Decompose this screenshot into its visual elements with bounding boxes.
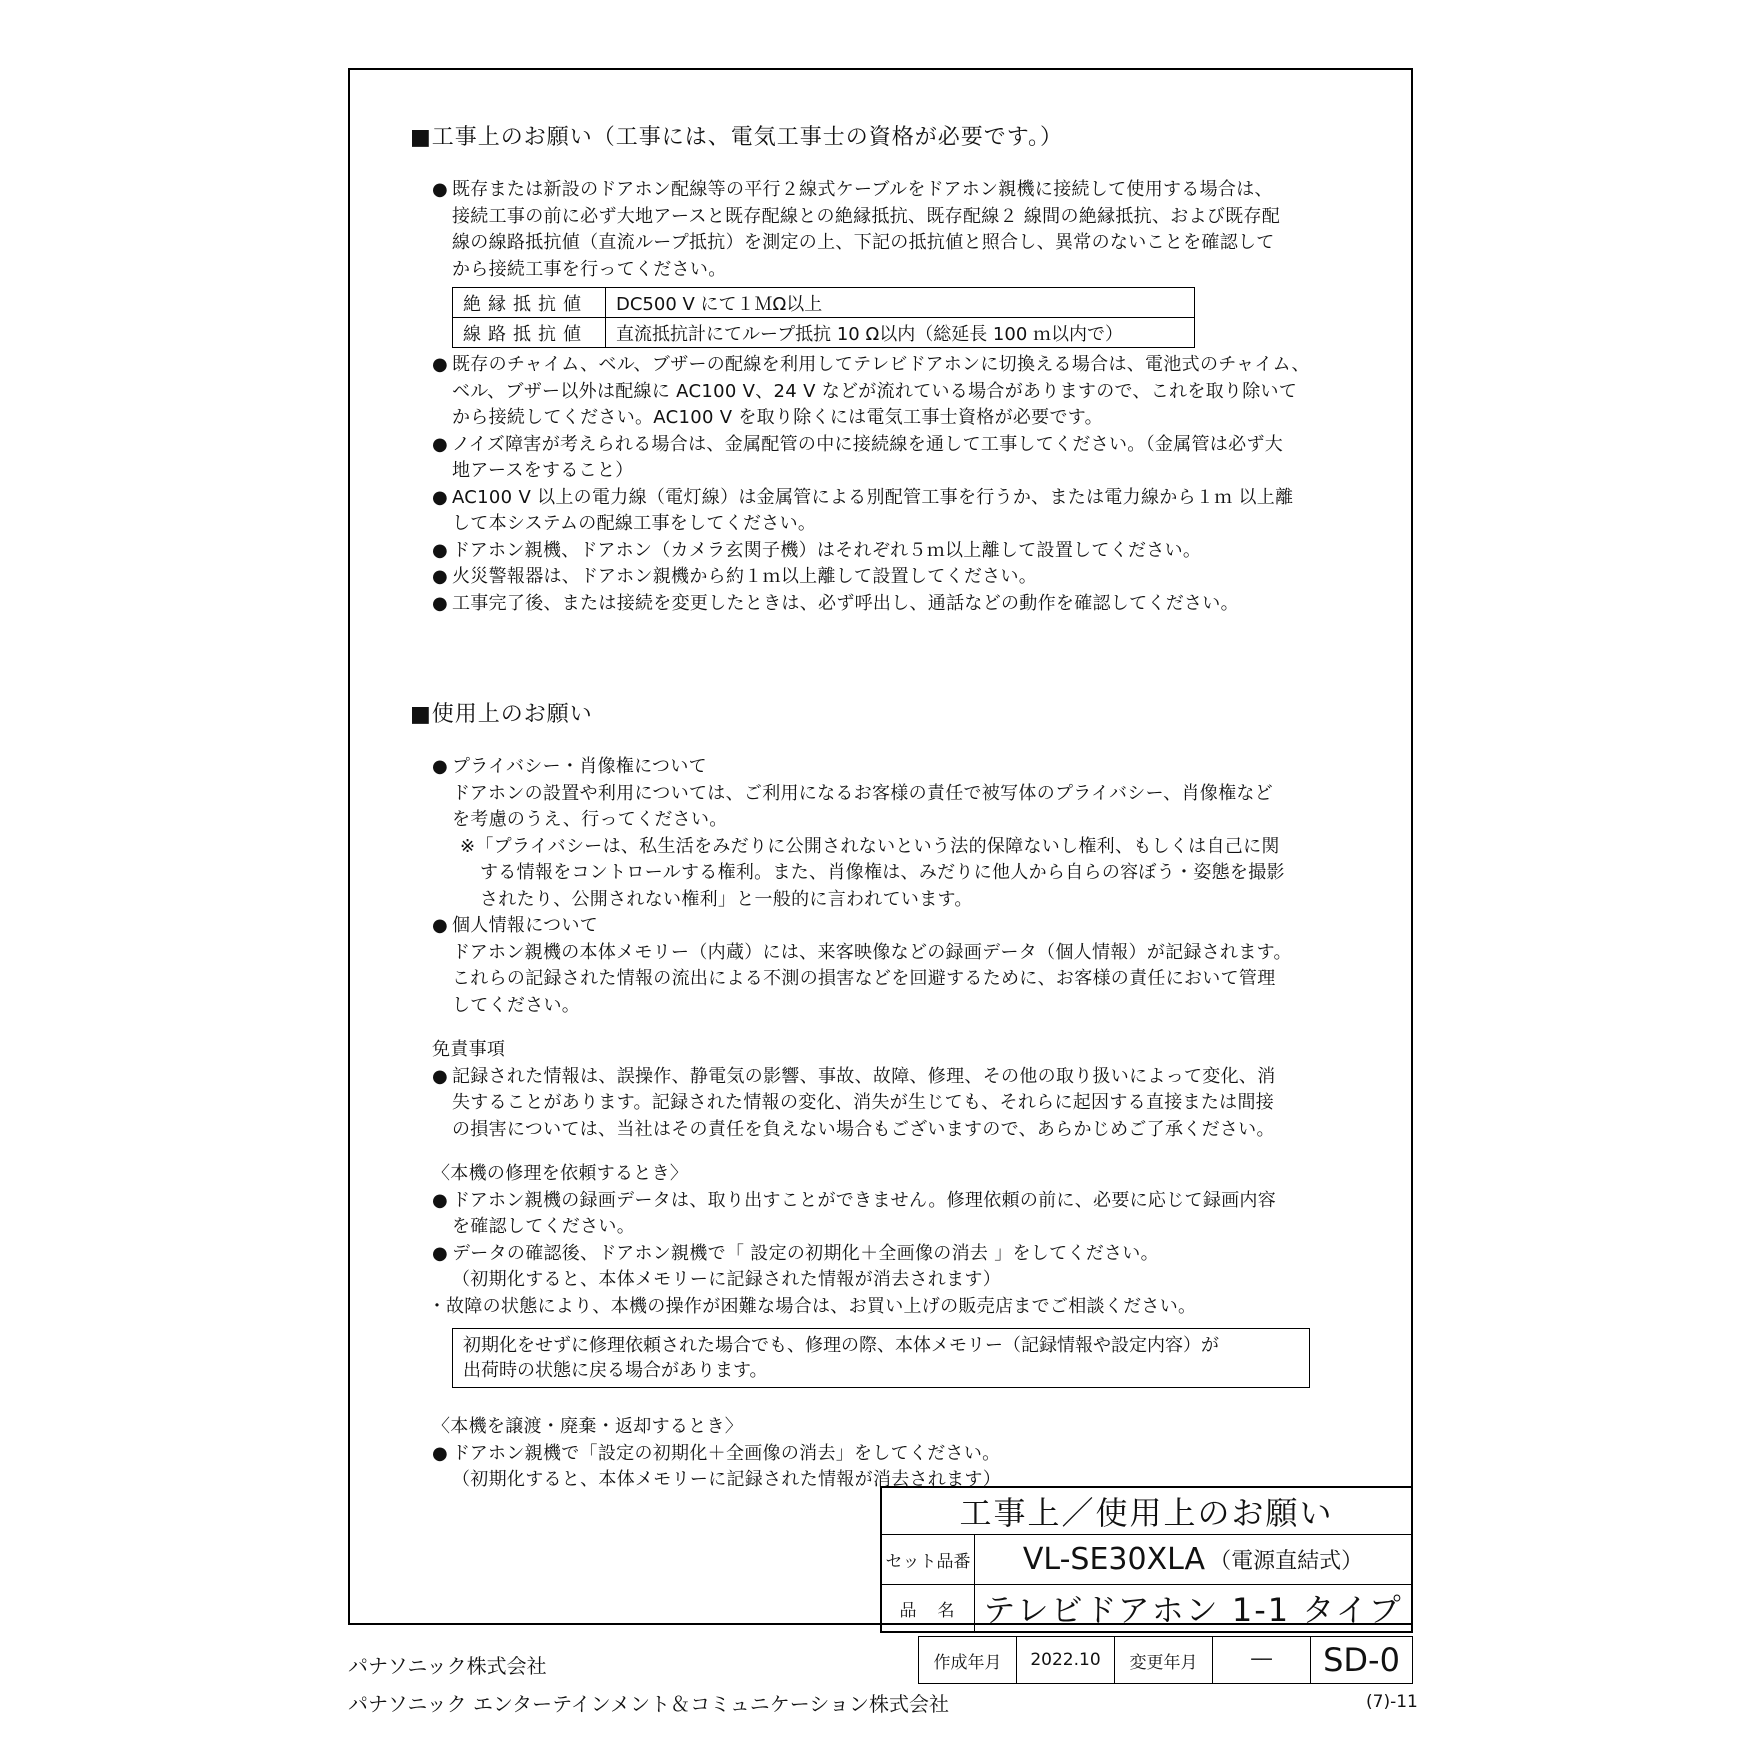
content-area — [410, 120, 1390, 1494]
table-cell-key: 絶縁抵抗値 — [453, 288, 606, 318]
section-title-usage: ■使用上のお願い — [410, 702, 593, 727]
title-block-row — [882, 1535, 1411, 1585]
bullet-power-line: ● AC100 V 以上の電力線（電灯線）は金属管による別配管工事を行うか、または電力線から１ｍ 以上離 して本システムの配線工事をしてください。 — [432, 485, 1390, 538]
bullet-existing-wiring: ● 既存または新設のドアホン配線等の平行２線式ケーブルをドアホン親機に接続して使用する場合は、 接続工事の前に必ず大地アースと既存配線との絶縁抵抗、既存配線２ 線間の絶縁抵抗、および既存配 線の線路抵抗値（直流ループ抵抗）を測定の上、下記の抵抗値と照合し、異常のないことを確認して から接続工事を行ってください。 — [432, 177, 1390, 283]
company-name-2: パナソニック エンターテインメント＆コミュニケーション株式会社 — [348, 1692, 949, 1716]
document-code: SD-0 — [1323, 1641, 1400, 1679]
table-row — [453, 318, 1195, 348]
repair-heading: 〈本機の修理を依頼するとき〉 — [432, 1163, 689, 1184]
bullet-privacy-heading: ● プライバシー・肖像権について — [432, 754, 1390, 781]
product-name-label: 品 名 — [882, 1585, 975, 1631]
disclaimer-heading: 免責事項 — [432, 1039, 506, 1060]
table-row — [453, 288, 1195, 318]
date-row — [918, 1636, 1413, 1684]
personal-info-body: ドアホン親機の本体メモリー（内蔵）には、来客映像などの録画データ（個人情報）が記録されます。 これらの記録された情報の流出による不測の損害などを回避するために、お客様の責任において管理 してください。 — [452, 941, 1292, 1016]
title-block — [880, 1486, 1413, 1633]
bullet-personal-info-heading: ● 個人情報について — [432, 913, 1390, 940]
table-cell-key: 線路抵抗値 — [453, 318, 606, 348]
section-title-construction: ■工事上のお願い（工事には、電気工事士の資格が必要です。） — [410, 125, 1064, 150]
model-value — [975, 1535, 1411, 1584]
repair-dot-note: ・ 故障の状態により、本機の操作が困難な場合は、お買い上げの販売店までご相談ください。 — [432, 1294, 1390, 1321]
title-block-row — [882, 1585, 1411, 1631]
created-label: 作成年月 — [919, 1637, 1017, 1683]
bullet-distance: ● ドアホン親機、ドアホン（カメラ玄関子機）はそれぞれ５ｍ以上離して設置してください。 — [432, 538, 1390, 565]
changed-label: 変更年月 — [1115, 1637, 1213, 1683]
privacy-body: ドアホンの設置や利用については、ご利用になるお客様の責任で被写体のプライバシー、肖像権など を考慮のうえ、行ってください。 — [452, 782, 1273, 830]
document-frame — [348, 68, 1413, 1625]
privacy-note: ※「プライバシーは、私生活をみだりに公開されないという法的保障ないし権利、もしくは自己に関 する情報をコントロールする権利。また、肖像権は、みだりに他人から自らの容ぼう・姿態を撮影 されたり、公開されない権利」と一般的に言われています。 — [460, 835, 1285, 910]
repair-boxed-note: 初期化をせずに修理依頼された場合でも、修理の際、本体メモリー（記録情報や設定内容）が 出荷時の状態に戻る場合があります。 — [452, 1328, 1310, 1388]
model-suffix: （電源直結式） — [1209, 1549, 1364, 1574]
product-name: テレビドアホン 1-1 タイプ — [983, 1591, 1403, 1629]
bullet-transfer: ● ドアホン親機で「設定の初期化＋全画像の消去」をしてください。 （初期化すると、本体メモリーに記録された情報が消去されます） — [432, 1441, 1390, 1494]
bullet-noise: ● ノイズ障害が考えられる場合は、金属配管の中に接続線を通して工事してください。（金属管は必ず大 地アースをすること） — [432, 432, 1390, 485]
bullet-check-operation: ● 工事完了後、または接続を変更したときは、必ず呼出し、通話などの動作を確認してください。 — [432, 591, 1390, 618]
title-block-row — [882, 1488, 1411, 1535]
bullet-repair-initialize: ● データの確認後、ドアホン親機で「 設定の初期化＋全画像の消去 」をしてください。 （初期化すると、本体メモリーに記録された情報が消去されます） — [432, 1241, 1390, 1294]
company-name-1: パナソニック株式会社 — [348, 1654, 547, 1678]
page-number: (7)-11 — [1366, 1692, 1418, 1712]
bullet-repair-data: ● ドアホン親機の録画データは、取り出すことができません。修理依頼の前に、必要に応じて録画内容 を確認してください。 — [432, 1188, 1390, 1241]
table-cell-value: DC500 V にて１ＭΩ以上 — [606, 288, 1195, 318]
table-cell-value: 直流抵抗計にてループ抵抗 10 Ω以内（総延長 100 ｍ以内で） — [606, 318, 1195, 348]
bullet-chime-wiring: ● 既存のチャイム、ベル、ブザーの配線を利用してテレビドアホンに切換える場合は、電池式のチャイム、 ベル、ブザー以外は配線に AC100 V、24 V などが流れている場合がありますので、これを取り除いて から接続してください。AC100 V を取り除くには電気工事士資格が必要です。 — [432, 352, 1390, 432]
document-title: 工事上／使用上のお願い — [959, 1494, 1334, 1532]
bullet-disclaimer: ● 記録された情報は、誤操作、静電気の影響、事故、故障、修理、その他の取り扱いによって変化、消 失することがあります。記録された情報の変化、消失が生じても、それらに起因する直接または間接 の損害については、当社はその責任を負えない場合もございますので、あらかじめご了承ください。 — [432, 1064, 1390, 1144]
resistance-table — [452, 287, 1195, 348]
bullet-fire-alarm: ● 火災警報器は、ドアホン親機から約１ｍ以上離して設置してください。 — [432, 564, 1390, 591]
created-date: 2022.10 — [1017, 1637, 1115, 1683]
changed-date: ── — [1213, 1637, 1311, 1683]
transfer-heading: 〈本機を譲渡・廃棄・返却するとき〉 — [432, 1416, 744, 1437]
model-number: VL-SE30XLA — [1022, 1542, 1206, 1577]
model-label: セット品番 — [882, 1535, 975, 1584]
